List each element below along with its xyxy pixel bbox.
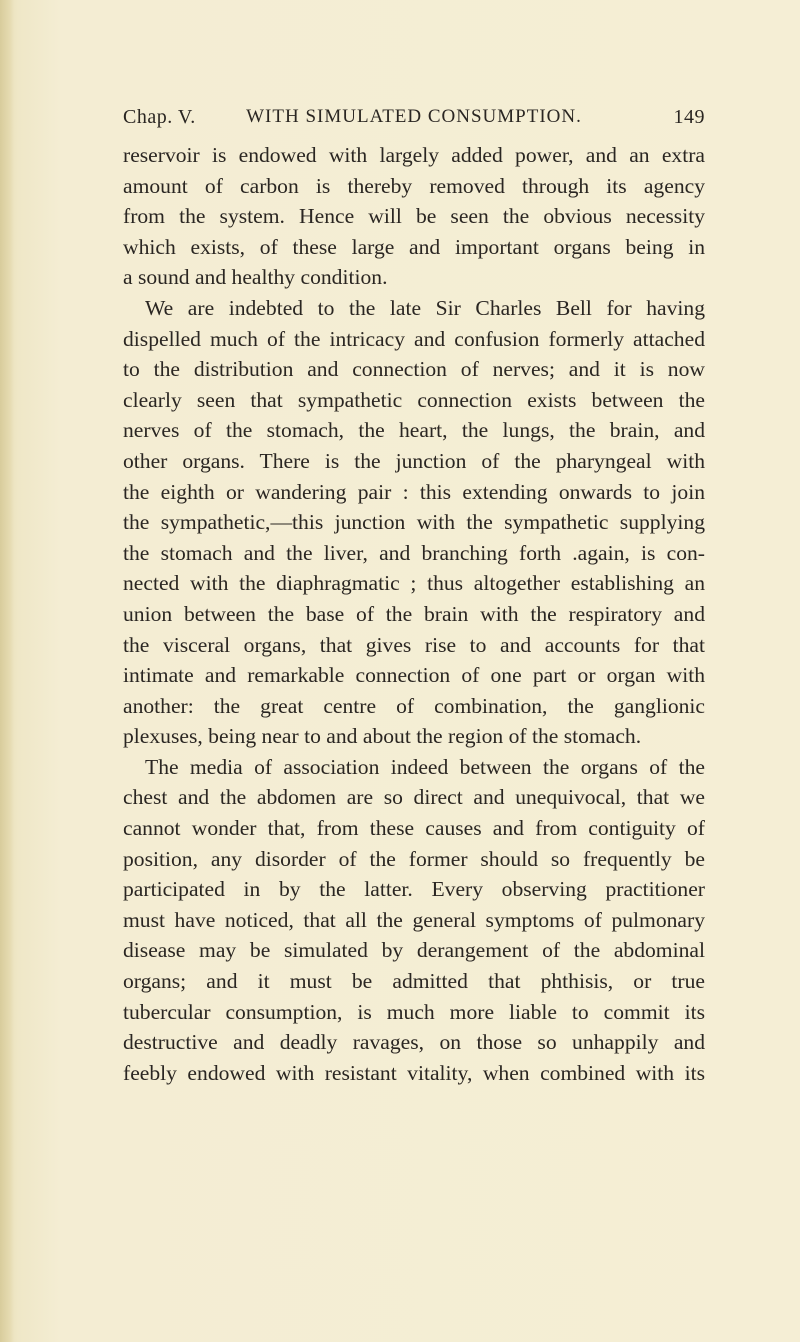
text-line: union between the base of the brain with the respiratory and <box>123 601 705 626</box>
text-line: cannot wonder that, from these causes and from contiguity of <box>123 816 705 841</box>
text-line: to the distribution and connection of nerves; and it is now <box>123 357 705 382</box>
text-line: reservoir is endowed with largely added power, and an extra <box>123 143 705 167</box>
text-line: the stomach and the liver, and branching forth .again, is con- <box>123 540 705 565</box>
page-gutter-shadow <box>0 0 14 1342</box>
text-line: the eighth or wandering pair : this extending onwards to join <box>123 479 705 504</box>
text-line: the visceral organs, that gives rise to and accounts for that <box>123 632 705 657</box>
text-line: other organs. There is the junction of the pharyngeal with <box>123 448 705 473</box>
text-line: dispelled much of the intricacy and confusion formerly attached <box>123 326 705 351</box>
text-line: position, any disorder of the former should so frequently be <box>123 846 705 871</box>
text-line: disease may be simulated by derangement of the abdominal <box>123 938 705 963</box>
text-line: another: the great centre of combination, the ganglionic <box>123 693 705 718</box>
text-line: plexuses, being near to and about the region of the stomach. <box>123 724 642 749</box>
text-line: which exists, of these large and important organs being in <box>123 234 705 259</box>
running-head <box>123 106 705 134</box>
chapter-label: Chap. V. <box>123 106 196 128</box>
text-line: destructive and deadly ravages, on those so unhappily and <box>123 1030 705 1055</box>
text-line: nerves of the stomach, the heart, the lungs, the brain, and <box>123 418 705 443</box>
text-line: chest and the abdomen are so direct and unequivocal, that we <box>123 785 705 810</box>
text-line: intimate and remarkable connection of one part or organ with <box>123 663 705 688</box>
body-text <box>123 140 705 1088</box>
text-line: organs; and it must be admitted that phthisis, or true <box>123 969 705 994</box>
text-line: tubercular consumption, is much more liable to commit its <box>123 999 705 1024</box>
text-line: clearly seen that sympathetic connection exists between the <box>123 387 705 412</box>
text-line: the sympathetic,—this junction with the sympathetic supplying <box>123 510 705 535</box>
text-line: from the system. Hence will be seen the obvious necessity <box>123 204 705 229</box>
text-line: amount of carbon is thereby removed through its agency <box>123 173 705 198</box>
text-line: nected with the diaphragmatic ; thus altogether establishing an <box>123 571 705 596</box>
text-line: a sound and healthy condition. <box>123 265 388 290</box>
text-line: must have noticed, that all the general symptoms of pulmonary <box>123 907 705 932</box>
page-number: 149 <box>673 106 705 128</box>
text-line: participated in by the latter. Every observing practitioner <box>123 877 705 902</box>
text-line: We are indebted to the late Sir Charles Bell for having <box>145 295 705 320</box>
text-line: feebly endowed with resistant vitality, when combined with its <box>123 1060 705 1085</box>
text-line: The media of association indeed between the organs of the <box>145 754 705 779</box>
running-title: WITH SIMULATED CONSUMPTION. <box>246 106 582 127</box>
